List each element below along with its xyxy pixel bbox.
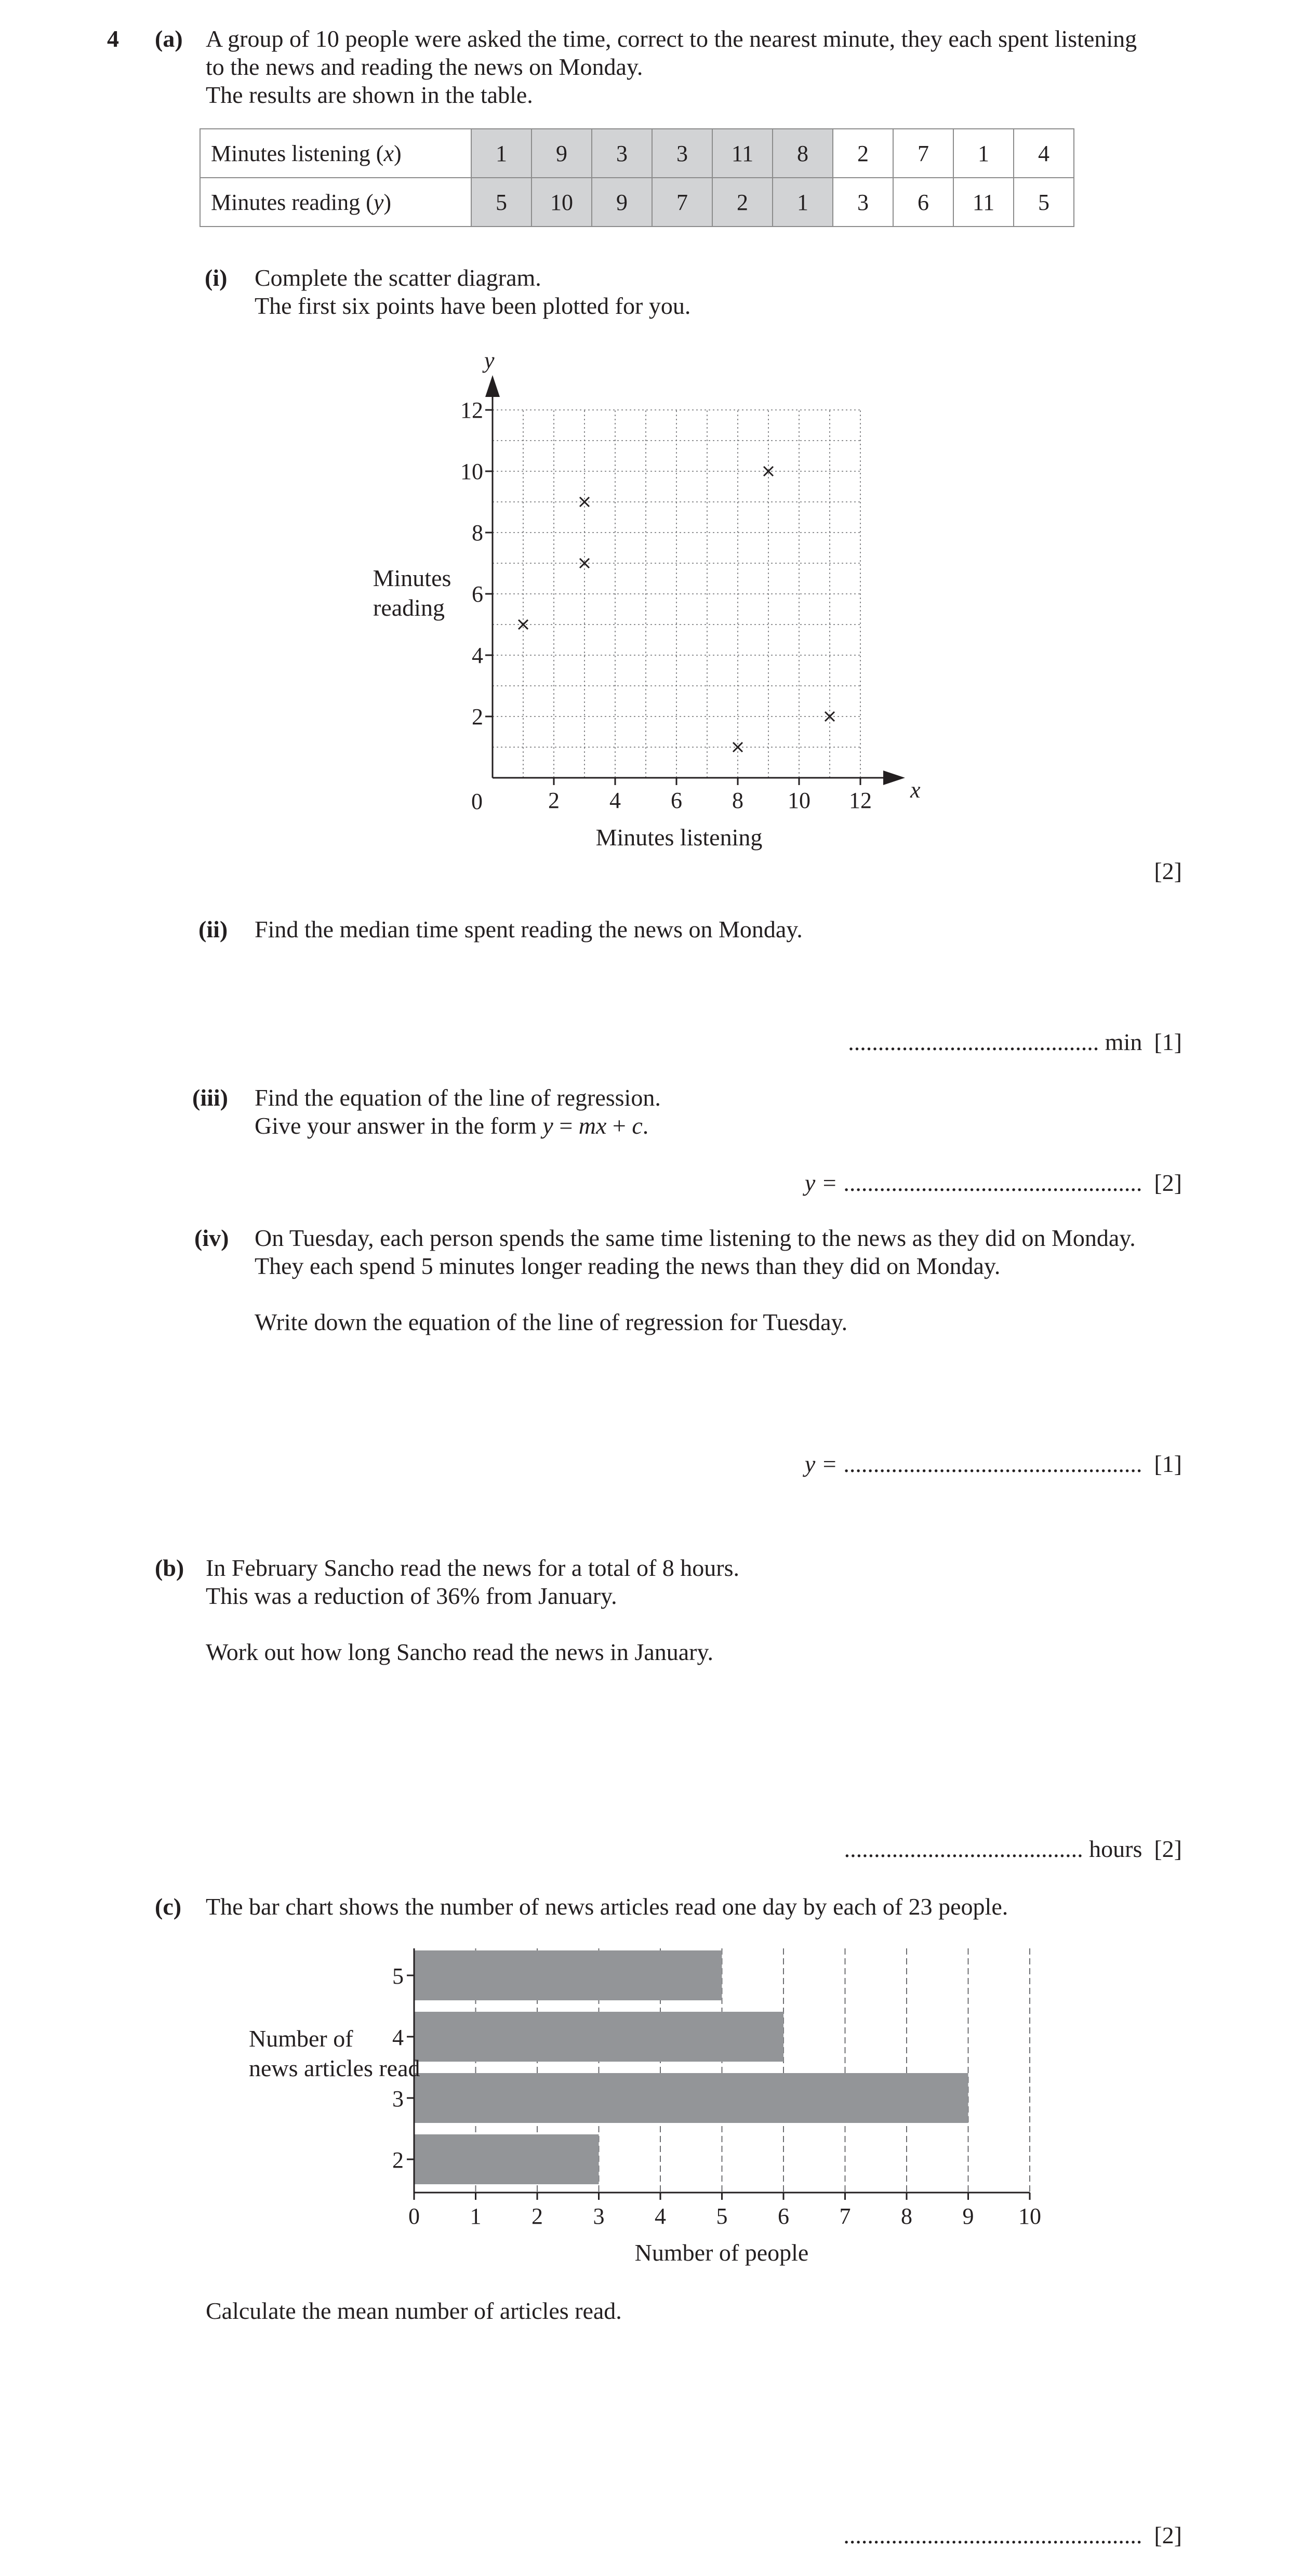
x-tick-label: 9 [962,2203,974,2229]
table-cell: 5 [1014,178,1074,227]
part-a-i-line-1: Complete the scatter diagram. [255,264,541,291]
table-cell: 10 [531,178,592,227]
marks: [1] [1154,1029,1182,1055]
table-cell: 7 [652,178,712,227]
table-cell: 3 [592,129,652,178]
part-a-iii-label: (iii) [192,1084,228,1111]
part-b-answer-line[interactable] [844,1837,1182,1861]
part-a-intro-line-1: A group of 10 people were asked the time, correct to the nearest minute, they each spent listening [206,25,1137,52]
x-axis-title: Number of people [634,2239,809,2266]
part-b-line-1: In February Sancho read the news for a total of 8 hours. [206,1555,740,1581]
x-tick-label: 5 [716,2203,728,2229]
table-cell: 8 [773,129,833,178]
x-tick-label: 2 [548,788,560,813]
x-tick-label: 6 [671,788,682,813]
y-axis-title-line: news articles read [249,2055,420,2081]
origin-label: 0 [471,789,483,814]
bar [414,2134,599,2184]
marks: [2] [1154,1170,1182,1196]
x-tick-label: 4 [655,2203,666,2229]
table-header-listening: Minutes listening (x) [200,129,471,178]
part-a-i-label: (i) [205,264,228,291]
part-a-intro-line-2: to the news and reading the news on Monday. [206,54,643,80]
table-cell: 11 [953,178,1014,227]
part-a-iii-answer-line[interactable] [805,1171,1182,1195]
table-cell: 11 [712,129,773,178]
part-a-ii-label: (ii) [198,916,228,942]
x-axis-title: Minutes listening [595,824,763,851]
bar [414,1950,722,2000]
part-a-iv-line-2: They each spend 5 minutes longer reading the news than they did on Monday. [255,1253,1001,1279]
x-tick-label: 7 [839,2203,851,2229]
category-label: 2 [392,2147,404,2173]
x-tick-label: 8 [901,2203,912,2229]
part-a-iv-line-3: Write down the equation of the line of regression for Tuesday. [255,1309,848,1335]
part-a-iii-line-1: Find the equation of the line of regression. [255,1084,661,1111]
part-c-intro: The bar chart shows the number of news articles read one day by each of 23 people. [206,1893,1008,1920]
bar-chart [0,1922,1289,2286]
part-a-iv-line-1: On Tuesday, each person spends the same time listening to the news as they did on Monday. [255,1225,1136,1251]
answer-dots: .......................................... [848,1029,1099,1055]
x-tick-label: 6 [778,2203,789,2229]
x-tick-label: 10 [788,788,810,813]
part-a-i-line-2: The first six points have been plotted for you. [255,293,691,319]
table-cell: 3 [833,178,893,227]
answer-dots: ........................................ [844,1836,1083,1862]
part-a-iv-label: (iv) [194,1225,229,1251]
x-tick-label: 0 [408,2203,420,2229]
table-cell: 9 [592,178,652,227]
y-tick-label: 10 [460,459,483,484]
part-a-iii-line-2: Give your answer in the form y = mx + c. [255,1112,649,1139]
x-tick-label: 3 [593,2203,605,2229]
table-cell: 3 [652,129,712,178]
table-cell: 7 [893,129,953,178]
marks: [2] [1154,1836,1182,1862]
y-tick-label: 8 [472,520,483,546]
x-tick-label: 4 [609,788,621,813]
y-tick-label: 2 [472,704,483,729]
part-c-answer-line[interactable] [843,2524,1182,2547]
table-cell: 2 [712,178,773,227]
category-label: 4 [392,2025,404,2050]
part-a-i-marks: [2] [1154,858,1182,884]
part-b-line-3: Work out how long Sancho read the news in January. [206,1639,713,1665]
answer-prefix: y = [804,1170,838,1196]
x-tick-label: 1 [470,2203,482,2229]
bar [414,2012,783,2062]
table-cell: 1 [471,129,531,178]
y-tick-label: 6 [472,581,483,607]
x-axis-symbol: x [910,777,921,803]
question-number: 4 [107,25,119,52]
part-b-line-2: This was a reduction of 36% from January. [206,1583,617,1609]
part-a-ii-answer-line[interactable] [848,1030,1182,1054]
x-axis-arrow-icon [883,771,905,785]
answer-dots: .................................................. [843,1451,1142,1477]
x-tick-label: 8 [732,788,743,813]
table-cell: 1 [953,129,1014,178]
category-label: 5 [392,1963,404,1989]
table-cell: 4 [1014,129,1074,178]
y-tick-label: 12 [460,397,483,423]
table-cell: 5 [471,178,531,227]
y-tick-label: 4 [472,643,483,668]
y-axis-title-line-1: Minutes [373,565,451,591]
scatter-diagram[interactable] [0,0,1289,883]
part-a-intro-line-3: The results are shown in the table. [206,82,533,108]
part-c-question: Calculate the mean number of articles read. [206,2298,622,2324]
part-a-iv-answer-line[interactable] [805,1452,1182,1476]
answer-unit: hours [1089,1836,1142,1862]
table-cell: 9 [531,129,592,178]
x-tick-label: 2 [531,2203,543,2229]
table-cell: 2 [833,129,893,178]
bar [414,2073,968,2123]
marks: [1] [1154,1451,1182,1477]
part-c-label: (c) [155,1893,182,1920]
y-axis-symbol: y [484,348,495,373]
answer-dots: .................................................. [843,2522,1142,2548]
answer-prefix: y = [804,1451,838,1477]
answer-unit: min [1105,1029,1142,1055]
table-cell: 6 [893,178,953,227]
category-label: 3 [392,2086,404,2112]
y-axis-title-line-2: reading [373,594,445,621]
y-axis-title-line: Number of [249,2025,353,2052]
y-axis-arrow-icon [485,375,500,397]
part-a-label: (a) [155,25,183,52]
x-tick-label: 12 [849,788,872,813]
part-a-ii-text: Find the median time spent reading the news on Monday. [255,916,803,942]
marks: [2] [1154,2522,1182,2548]
table-header-reading: Minutes reading (y) [200,178,471,227]
part-b-label: (b) [155,1555,184,1581]
x-tick-label: 10 [1018,2203,1041,2229]
answer-dots: .................................................. [843,1170,1142,1196]
table-cell: 1 [773,178,833,227]
